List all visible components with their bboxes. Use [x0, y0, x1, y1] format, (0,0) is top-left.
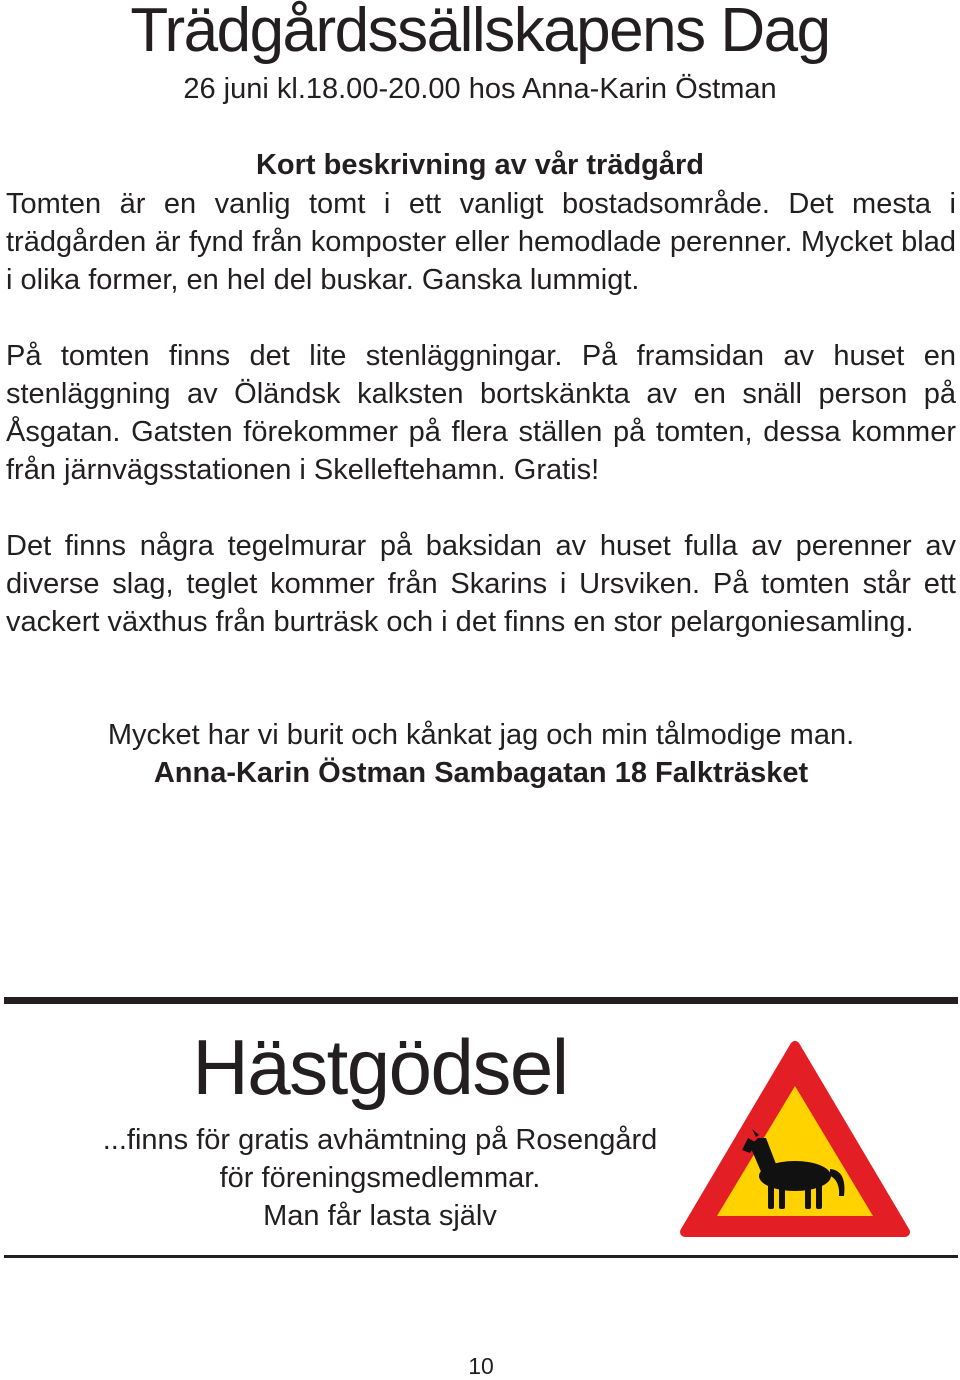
signature-address: Anna-Karin Östman Sambagatan 18 Falkträsket — [153, 757, 809, 789]
ad-bottom-divider — [4, 1255, 958, 1258]
page-number: 10 — [468, 1353, 494, 1379]
ad-top-divider — [4, 997, 958, 1004]
paragraph-garden: Tomten är en vanlig tomt i ett vanligt bostadsområde. Det mesta i trädgården är fynd från komposter eller hemodlade perenner. Mycket blad i olika former, en hel del buskar. Ganska lummigt. — [6, 188, 956, 296]
paragraph-paving: På tomten finns det lite stenläggningar. På framsidan av huset en stenläggning av Öländsk kalksten bortskänkta av en snäll person på Åsgatan. Gatsten förekommer på flera ställen på tomten, dessa kommer från järnvägsstationen i Skelleftehamn. Gratis! — [6, 340, 956, 486]
horse-warning-sign-icon — [680, 1040, 910, 1240]
ad-line-pickup: ...finns för gratis avhämtning på Rosengård — [102, 1124, 658, 1156]
closing-line: Mycket har vi burit och kånkat jag och min tålmodige man. — [107, 719, 855, 751]
page-title: Trädgårdssällskapens Dag — [130, 0, 830, 65]
description-heading: Kort beskrivning av vår trädgård — [255, 149, 705, 181]
ad-line-self-load: Man får lasta själv — [263, 1200, 497, 1232]
ad-line-members: för föreningsmedlemmar. — [219, 1162, 541, 1194]
paragraph-brick-walls: Det finns några tegelmurar på baksidan av huset fulla av perenner av diverse slag, teglet kommer från Skarins i Ursviken. På tomten står ett vackert växthus från burträsk och i det finns en stor pelargoniesamling. — [6, 530, 956, 638]
event-date-line: 26 juni kl.18.00-20.00 hos Anna-Karin Östman — [183, 73, 777, 105]
ad-title: Hästgödsel — [192, 1023, 568, 1111]
